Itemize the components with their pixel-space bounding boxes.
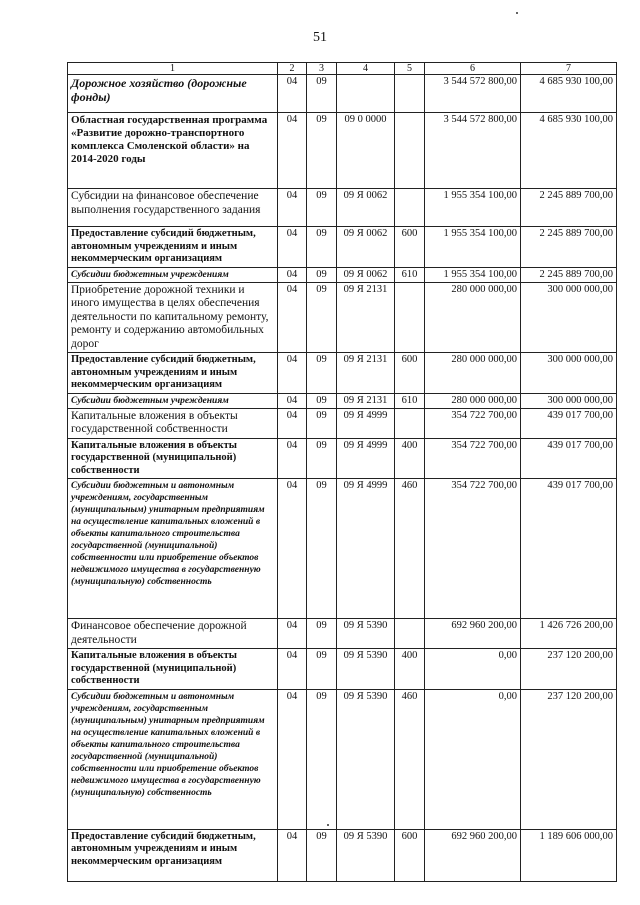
row-amount-year-2: 2 245 889 700,00 [521,189,617,227]
row-section-code: 04 [278,479,307,619]
row-expense-type [395,282,425,353]
scan-speck [516,12,518,14]
row-target-code: 09 Я 2131 [337,393,395,408]
row-amount-year-2: 237 120 200,00 [521,689,617,829]
row-target-code: 09 Я 0062 [337,189,395,227]
row-subsection-code: 09 [307,189,337,227]
row-target-code: 09 Я 5390 [337,689,395,829]
row-amount-year-1: 0,00 [425,689,521,829]
row-expense-type: 460 [395,479,425,619]
row-subsection-code: 09 [307,227,337,268]
table-row [68,75,617,113]
table-row [68,393,617,408]
row-subsection-code: 09 [307,353,337,394]
column-header: 6 [425,63,521,75]
row-expense-type: 600 [395,829,425,881]
row-subsection-code: 09 [307,649,337,690]
row-target-code: 09 Я 2131 [337,353,395,394]
row-subsection-code: 09 [307,408,337,438]
row-target-code: 09 Я 5390 [337,829,395,881]
row-expense-type: 400 [395,438,425,479]
row-section-code: 04 [278,227,307,268]
table-row [68,353,617,394]
row-subsection-code: 09 [307,393,337,408]
row-expense-type: 600 [395,227,425,268]
row-amount-year-1: 354 722 700,00 [425,438,521,479]
row-target-code: 09 Я 0062 [337,227,395,268]
column-header: 1 [68,63,278,75]
row-subsection-code: 09 [307,829,337,881]
row-amount-year-2: 2 245 889 700,00 [521,267,617,282]
row-amount-year-2: 439 017 700,00 [521,408,617,438]
row-subsection-code: 09 [307,479,337,619]
row-amount-year-1: 3 544 572 800,00 [425,75,521,113]
row-expense-type: 400 [395,649,425,690]
row-section-code: 04 [278,438,307,479]
row-name: Предоставление субсидий бюджетным, автономным учреждениям и иным некоммерческим организациям [68,353,278,394]
row-subsection-code: 09 [307,75,337,113]
row-name: Субсидии на финансовое обеспечение выполнения государственного задания [68,189,278,227]
row-name: Приобретение дорожной техники и иного имущества в целях обеспечения деятельности по капитальному ремонту, ремонту и содержанию автомобильных дорог [68,282,278,353]
row-section-code: 04 [278,113,307,189]
table-row [68,267,617,282]
row-amount-year-2: 439 017 700,00 [521,438,617,479]
row-amount-year-1: 1 955 354 100,00 [425,227,521,268]
row-expense-type: 460 [395,689,425,829]
row-expense-type [395,619,425,649]
table-row [68,689,617,829]
row-section-code: 04 [278,408,307,438]
row-amount-year-1: 354 722 700,00 [425,408,521,438]
row-amount-year-1: 280 000 000,00 [425,393,521,408]
page-number: 51 [313,30,327,45]
column-header: 2 [278,63,307,75]
row-section-code: 04 [278,649,307,690]
row-name: Предоставление субсидий бюджетным, автономным учреждениям и иным некоммерческим организациям [68,227,278,268]
row-section-code: 04 [278,75,307,113]
column-header: 7 [521,63,617,75]
row-section-code: 04 [278,267,307,282]
row-name: Капитальные вложения в объекты государственной (муниципальной) собственности [68,649,278,690]
row-amount-year-2: 300 000 000,00 [521,282,617,353]
table-row [68,438,617,479]
table-row [68,408,617,438]
row-amount-year-2: 4 685 930 100,00 [521,75,617,113]
row-name: Капитальные вложения в объекты государственной (муниципальной) собственности [68,438,278,479]
row-amount-year-1: 354 722 700,00 [425,479,521,619]
row-target-code: 09 Я 4999 [337,479,395,619]
row-target-code [337,75,395,113]
table-row [68,829,617,881]
row-amount-year-1: 3 544 572 800,00 [425,113,521,189]
row-name: Финансовое обеспечение дорожной деятельности [68,619,278,649]
row-subsection-code: 09 [307,689,337,829]
row-section-code: 04 [278,189,307,227]
row-amount-year-2: 300 000 000,00 [521,353,617,394]
row-section-code: 04 [278,393,307,408]
table-row [68,479,617,619]
row-name: Дорожное хозяйство (дорожные фонды) [68,75,278,113]
row-subsection-code: 09 [307,113,337,189]
row-name: Субсидии бюджетным и автономным учреждениям, государственным (муниципальным) унитарным предприятиям на осуществление капитальных вложений в объекты капитального строительства государственной (муниципальной) собственности или приобретение объектов недвижимого имущества в государственную (муниципальную) собственность [68,689,278,829]
row-target-code: 09 Я 5390 [337,649,395,690]
row-name: Субсидии бюджетным и автономным учреждениям, государственным (муниципальным) унитарным предприятиям на осуществление капитальных вложений в объекты капитального строительства государственной (муниципальной) собственности или приобретение объектов недвижимого имущества в государственную (муниципальную) собственность [68,479,278,619]
row-name: Капитальные вложения в объекты государственной собственности [68,408,278,438]
table-row [68,113,617,189]
row-target-code: 09 Я 5390 [337,619,395,649]
row-expense-type: 610 [395,267,425,282]
row-expense-type [395,113,425,189]
row-expense-type [395,75,425,113]
row-amount-year-1: 1 955 354 100,00 [425,267,521,282]
row-name: Субсидии бюджетным учреждениям [68,267,278,282]
row-expense-type: 610 [395,393,425,408]
row-amount-year-2: 2 245 889 700,00 [521,227,617,268]
row-amount-year-2: 237 120 200,00 [521,649,617,690]
row-amount-year-2: 300 000 000,00 [521,393,617,408]
row-expense-type [395,408,425,438]
row-name: Субсидии бюджетным учреждениям [68,393,278,408]
row-target-code: 09 Я 4999 [337,408,395,438]
row-subsection-code: 09 [307,438,337,479]
row-section-code: 04 [278,689,307,829]
row-target-code: 09 0 0000 [337,113,395,189]
column-header: 4 [337,63,395,75]
row-amount-year-1: 1 955 354 100,00 [425,189,521,227]
row-subsection-code: 09 [307,619,337,649]
column-header-row [68,63,617,75]
row-target-code: 09 Я 2131 [337,282,395,353]
row-subsection-code: 09 [307,267,337,282]
row-amount-year-1: 692 960 200,00 [425,829,521,881]
row-name: Предоставление субсидий бюджетным, автономным учреждениям и иным некоммерческим организациям [68,829,278,881]
column-header: 5 [395,63,425,75]
row-section-code: 04 [278,353,307,394]
row-amount-year-1: 0,00 [425,649,521,690]
table-row [68,282,617,353]
row-expense-type [395,189,425,227]
row-amount-year-2: 1 189 606 000,00 [521,829,617,881]
row-amount-year-2: 4 685 930 100,00 [521,113,617,189]
row-section-code: 04 [278,829,307,881]
row-amount-year-2: 1 426 726 200,00 [521,619,617,649]
table-row [68,649,617,690]
row-amount-year-1: 280 000 000,00 [425,353,521,394]
table-row [68,227,617,268]
row-section-code: 04 [278,282,307,353]
row-amount-year-1: 280 000 000,00 [425,282,521,353]
row-target-code: 09 Я 4999 [337,438,395,479]
table-row [68,189,617,227]
row-target-code: 09 Я 0062 [337,267,395,282]
budget-table [67,62,617,882]
row-section-code: 04 [278,619,307,649]
row-expense-type: 600 [395,353,425,394]
row-name: Областная государственная программа «Развитие дорожно-транспортного комплекса Смоленской области» на 2014-2020 годы [68,113,278,189]
scan-speck [327,824,329,826]
column-header: 3 [307,63,337,75]
row-subsection-code: 09 [307,282,337,353]
row-amount-year-1: 692 960 200,00 [425,619,521,649]
row-amount-year-2: 439 017 700,00 [521,479,617,619]
table-body [68,75,617,882]
table-row [68,619,617,649]
